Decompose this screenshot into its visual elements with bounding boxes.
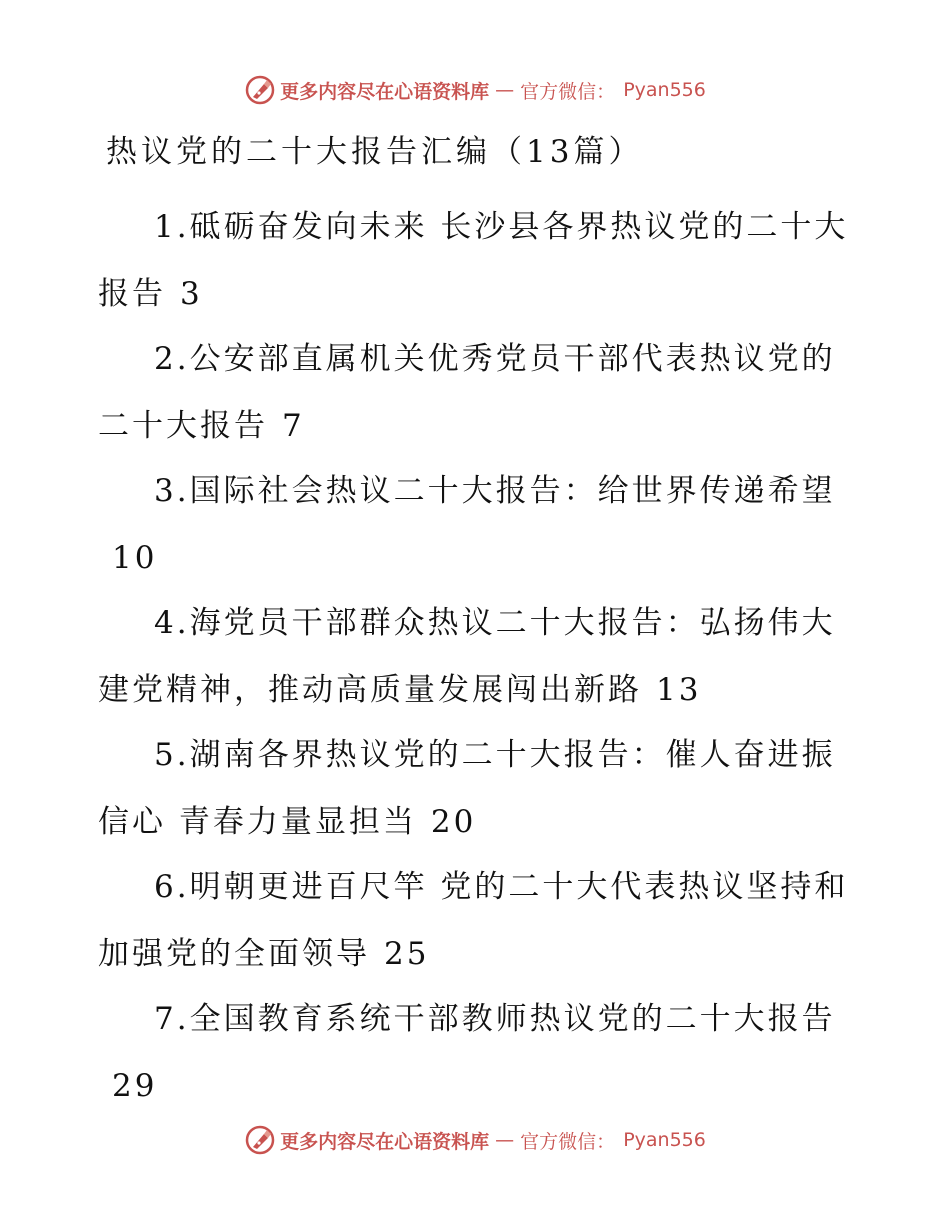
toc-entry-text: 1.砥砺奋发向未来 长沙县各界热议党的二十大报告 [98, 209, 849, 312]
watermark-separator: — [495, 1129, 515, 1151]
watermark-wechat-id: Pyan556 [623, 79, 706, 101]
toc-entry-text: 2.公安部直属机关优秀党员干部代表热议党的二十大报告 [98, 341, 836, 444]
document-title: 热议党的二十大报告汇编（13篇） [106, 134, 644, 170]
toc-entry-page: 13 [656, 672, 702, 708]
pen-nib-logo-icon [244, 1124, 276, 1156]
watermark-separator: — [495, 79, 515, 101]
toc-entry-page: 10 [112, 540, 158, 576]
watermark-wechat-id: Pyan556 [623, 1129, 706, 1151]
toc-entry [98, 194, 858, 328]
watermark-site-text: 更多内容尽在心语资料库 [280, 80, 490, 103]
toc-entry-text: 3.国际社会热议二十大报告：给世界传递希望 [154, 473, 836, 509]
toc-entry-text: 5.湖南各界热议党的二十大报告：催人奋进振信心 青春力量显担当 [98, 737, 836, 840]
toc-entry [98, 458, 858, 592]
toc-entry-page: 25 [384, 936, 430, 972]
toc-entry-text: 6.明朝更进百尺竿 党的二十大代表热议坚持和加强党的全面领导 [98, 869, 849, 972]
toc-entry [98, 854, 858, 988]
watermark-site-text: 更多内容尽在心语资料库 [280, 1130, 490, 1153]
toc-entry [98, 722, 858, 856]
toc-entry-page: 7 [282, 408, 305, 444]
watermark-brand [244, 74, 706, 106]
toc-entry-page: 29 [112, 1068, 158, 1104]
watermark-brand [244, 1124, 706, 1156]
toc-entry-page: 20 [430, 804, 477, 840]
table-of-contents [98, 194, 858, 1118]
toc-entry-text: 4.海党员干部群众热议二十大报告：弘扬伟大建党精神，推动高质量发展闯出新路 [98, 605, 836, 708]
toc-entry [98, 590, 858, 724]
toc-entry [98, 986, 858, 1120]
toc-entry-page: 3 [180, 276, 203, 312]
watermark-wechat-label: 官方微信： [520, 80, 616, 103]
header-watermark [0, 70, 950, 110]
footer-watermark [0, 1120, 950, 1160]
pen-nib-logo-icon [244, 74, 276, 106]
toc-entry [98, 326, 858, 460]
toc-entry-text: 7.全国教育系统干部教师热议党的二十大报告 [154, 1001, 836, 1037]
watermark-wechat-label: 官方微信： [520, 1130, 616, 1153]
